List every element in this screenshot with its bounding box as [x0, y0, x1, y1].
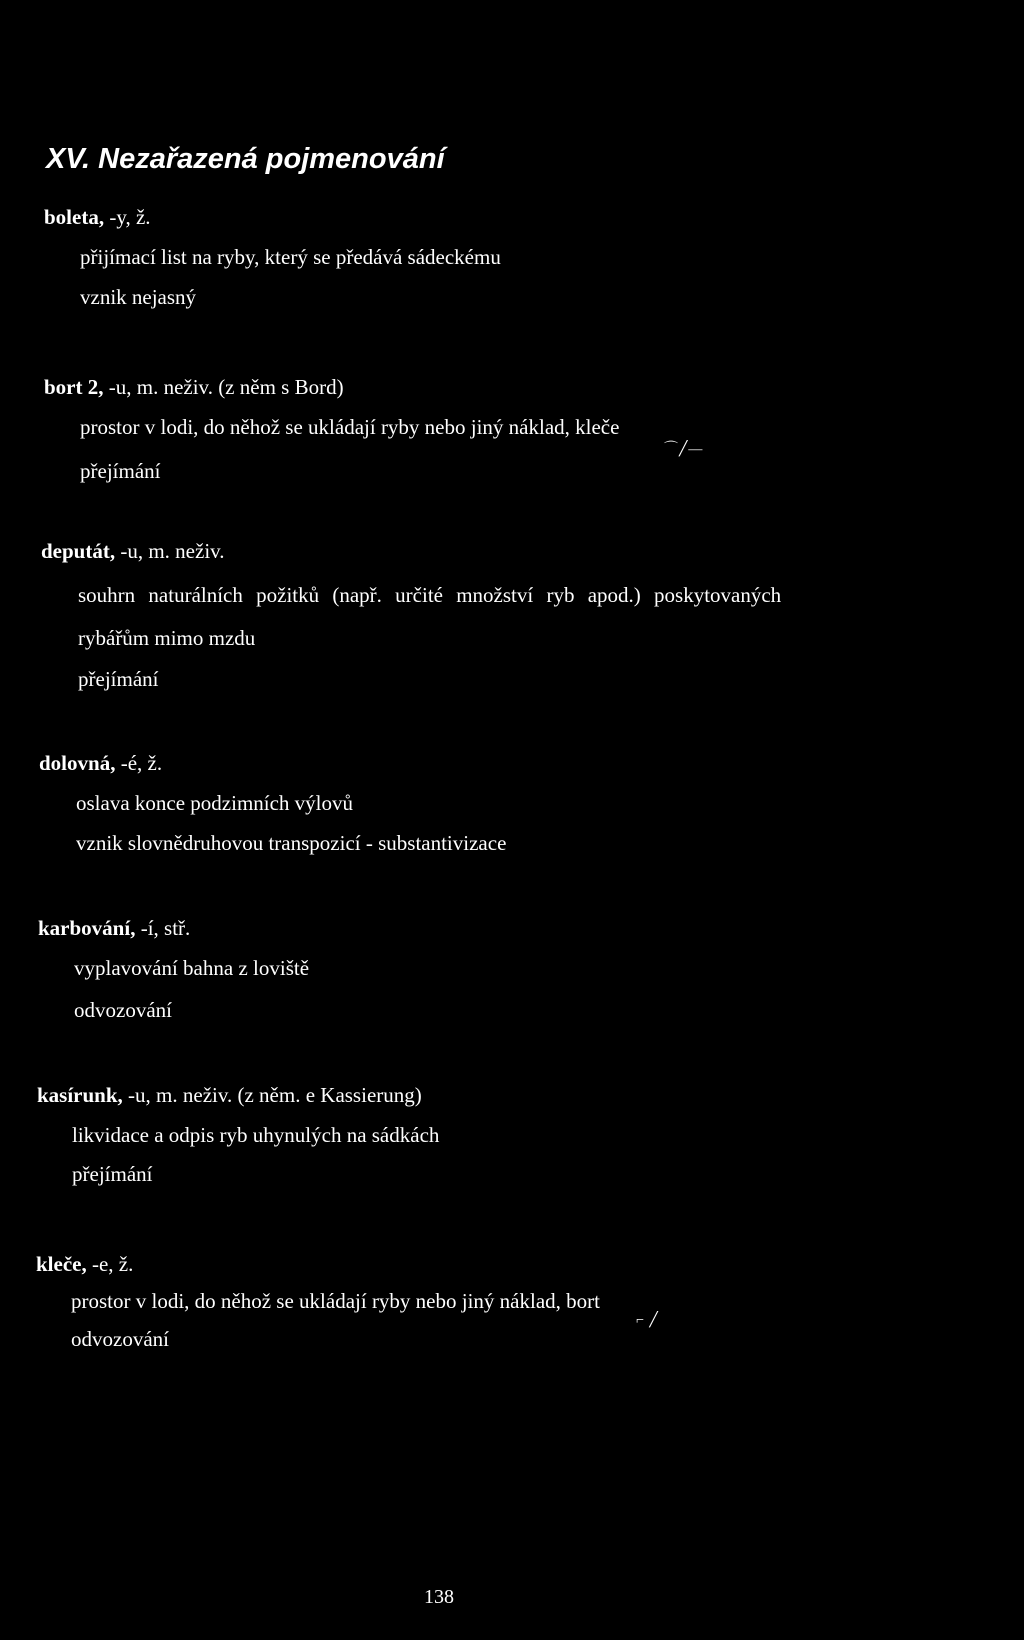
entry-headword: kleče,	[36, 1252, 87, 1276]
entry-definition: vyplavování bahna z loviště	[74, 956, 310, 980]
entry-origin: odvozování	[74, 998, 172, 1022]
entry-grammar: -u, m. neživ. (z něm. e Kassierung)	[122, 1083, 422, 1107]
entry-origin: přejímání	[72, 1162, 153, 1186]
entry-headword: deputát,	[41, 539, 116, 563]
entry-klece-head	[36, 1252, 133, 1277]
entry-definition-continued: rybářům mimo mzdu	[78, 626, 256, 650]
entry-deputat-head	[41, 539, 225, 564]
entry-origin: přejímání	[80, 459, 161, 483]
entry-origin: přejímání	[78, 667, 159, 691]
handwritten-mark: ⌐ ╱	[636, 1313, 659, 1328]
entry-grammar: -é, ž.	[115, 751, 163, 775]
entry-grammar: -y, ž.	[104, 205, 151, 229]
entry-definition: přijímací list na ryby, který se předává sádeckému	[80, 245, 501, 269]
entry-boleta-head	[44, 205, 151, 230]
entry-headword: karbování,	[38, 916, 136, 940]
entry-dolovna-head	[39, 751, 162, 776]
handwritten-mark: ⌒╱—	[664, 442, 704, 457]
entry-headword: bort 2,	[44, 375, 104, 399]
entry-headword: dolovná,	[39, 751, 116, 775]
entry-definition: souhrn naturálních požitků (např. určité množství ryb apod.) poskytovaných	[78, 583, 782, 607]
entry-karbovani-head	[38, 916, 190, 941]
entry-kasirunk-head	[37, 1083, 422, 1108]
entry-origin: vznik slovnědruhovou transpozicí - substantivizace	[76, 831, 507, 855]
entry-definition: prostor v lodi, do něhož se ukládají ryby nebo jiný náklad, kleče	[80, 415, 620, 439]
entry-origin: odvozování	[71, 1327, 169, 1351]
entry-origin: vznik nejasný	[80, 285, 197, 309]
entry-grammar: -u, m. neživ. (z něm s Bord)	[103, 375, 344, 399]
entry-grammar: -u, m. neživ.	[115, 539, 225, 563]
page-number: 138	[424, 1586, 454, 1608]
entry-headword: boleta,	[44, 205, 105, 229]
chapter-heading: XV. Nezařazená pojmenování	[46, 143, 445, 175]
entry-grammar: -í, stř.	[135, 916, 191, 940]
entry-grammar: -e, ž.	[86, 1252, 134, 1276]
entry-bort-head	[44, 375, 344, 400]
entry-definition: oslava konce podzimních výlovů	[76, 791, 354, 815]
entry-headword: kasírunk,	[37, 1083, 123, 1107]
entry-definition: likvidace a odpis ryb uhynulých na sádkách	[72, 1123, 440, 1147]
entry-definition: prostor v lodi, do něhož se ukládají ryby nebo jiný náklad, bort	[71, 1289, 600, 1313]
